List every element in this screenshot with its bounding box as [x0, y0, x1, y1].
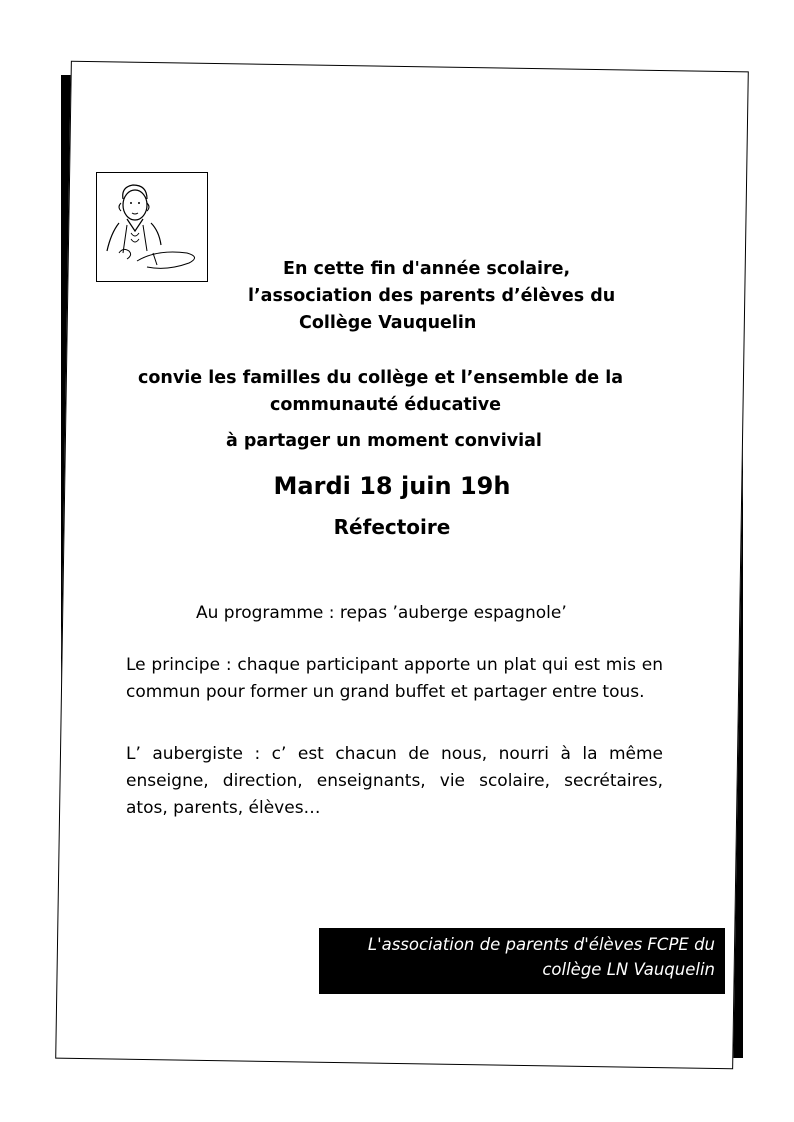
- vauquelin-portrait-image: [96, 172, 208, 282]
- signature-line-2: collège LN Vauquelin: [542, 960, 715, 979]
- event-date: Mardi 18 juin 19h: [273, 472, 511, 500]
- purpose-line: à partager un moment convivial: [226, 431, 542, 451]
- host-paragraph: L’ aubergiste : c’ est chacun de nous, nourri à la même enseigne, direction, enseignants, vie scolaire, secrétaires, atos, parents, élèves…: [126, 744, 663, 818]
- principle-paragraph: Le principe : chaque participant apporte un plat qui est mis en commun pour former un grand buffet et partager entre tous.: [126, 655, 663, 702]
- signature-line-1: L'association de parents d'élèves FCPE du: [367, 935, 715, 954]
- association-line: l’association des parents d’élèves du: [248, 286, 616, 306]
- event-location: Réfectoire: [333, 515, 451, 539]
- community-line: communauté éducative: [270, 395, 502, 415]
- program-line: Au programme : repas ’auberge espagnole’: [196, 603, 567, 623]
- college-name: Collège Vauquelin: [299, 313, 477, 333]
- signature-block: [319, 928, 725, 994]
- intro-line: En cette fin d'année scolaire,: [283, 259, 571, 279]
- invitation-line: convie les familles du collège et l’ensemble de la: [138, 368, 624, 388]
